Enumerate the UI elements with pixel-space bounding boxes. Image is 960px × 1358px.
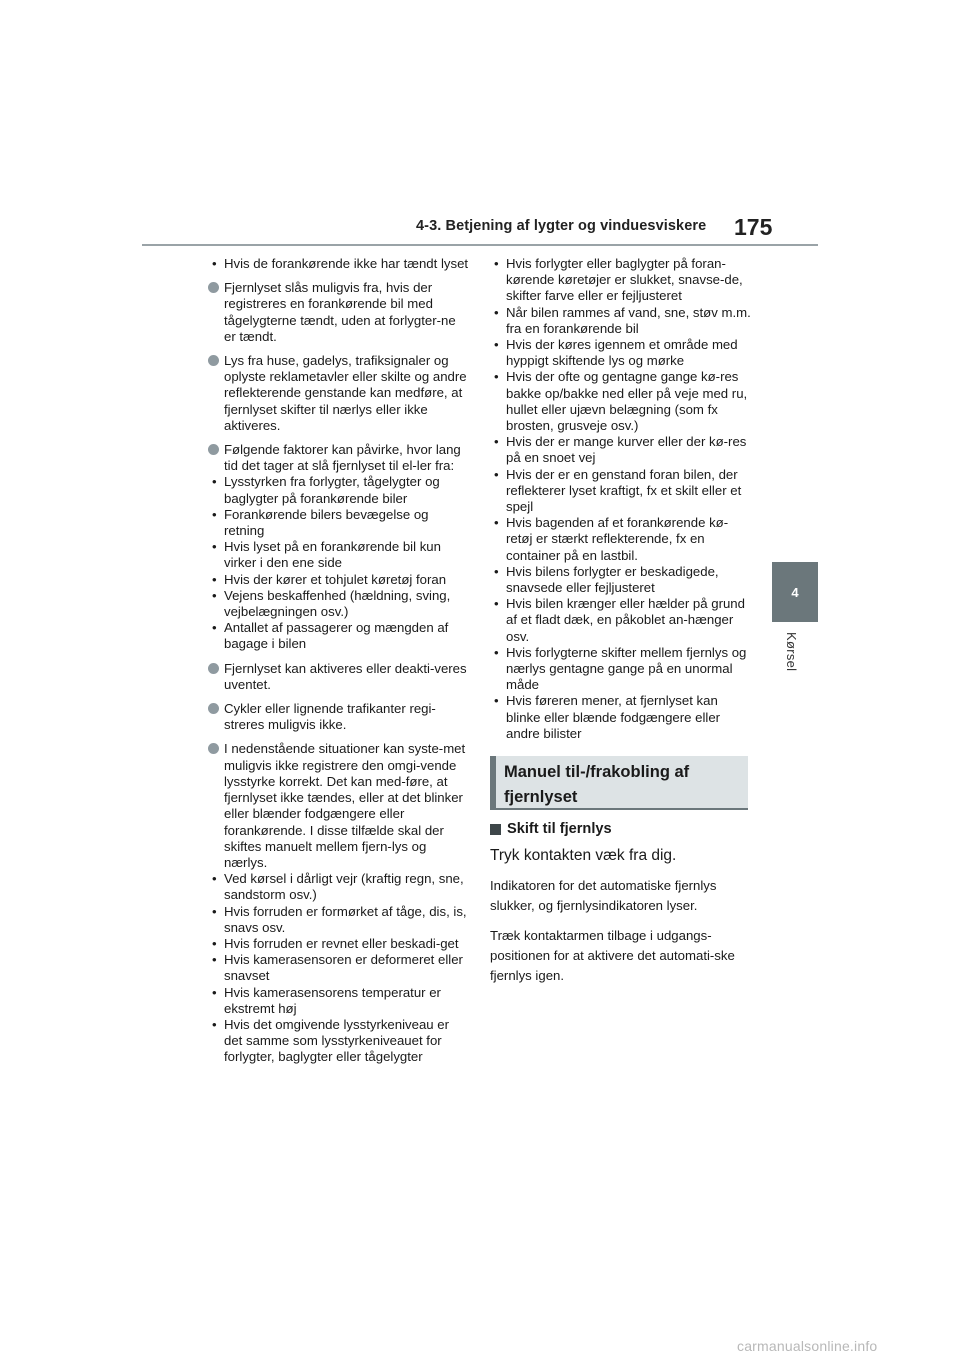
header-divider — [142, 244, 818, 246]
chapter-label: Kørsel — [784, 632, 799, 672]
list-item: • Hvis de forankørende ikke har tændt lyset — [208, 256, 470, 272]
list-item: • Hvis lyset på en forankørende bil kun virker i den ene side — [208, 539, 470, 571]
list-item: • Hvis forlygter eller baglygter på foran-kørende køretøjer er slukket, snavse-de, skifter farve eller er fejljusteret — [490, 256, 752, 305]
list-item: • Lysstyrken fra forlygter, tågelygter og baglygter på forankørende biler — [208, 474, 470, 506]
page-number: 175 — [734, 214, 773, 240]
list-item: • Hvis der køres igennem et område med hyppigt skiftende lys og mørke — [490, 337, 752, 369]
paragraph-text: Fjernlyset slås muligvis fra, hvis der registreres en forankørende bil med tågelygterne tændt, uden at forlygter-ne er tændt. — [224, 280, 456, 344]
list-item: • Hvis bagenden af et forankørende kø-retøj er stærkt reflekterende, fx en container på en lastbil. — [490, 515, 752, 564]
list-item: • Hvis der er en genstand foran bilen, der reflekterer lyset kraftigt, fx et skilt eller et spejl — [490, 467, 752, 516]
chapter-tab — [772, 562, 818, 622]
section-header-title: 4-3. Betjening af lygter og vinduesviskere — [416, 218, 707, 234]
subheading — [490, 820, 752, 838]
list-item: • Forankørende bilers bevægelse og retning — [208, 507, 470, 539]
list-item: • Ved kørsel i dårligt vejr (kraftig regn, sne, sandstorm osv.) — [208, 871, 470, 903]
bullet-paragraph — [208, 442, 470, 653]
section-heading-line2: fjernlyset — [504, 788, 578, 807]
left-column — [208, 256, 470, 1074]
paragraph-text: Cykler eller lignende trafikanter regi-streres muligvis ikke. — [224, 701, 436, 733]
paragraph-text: Lys fra huse, gadelys, trafiksignaler og oplyste reklametavler eller skilte og andre reflekterende genstande kan medføre, at fjernlyset skifter til nærlys eller ikke aktiveres. — [224, 353, 467, 433]
instruction-text: Tryk kontakten væk fra dig. — [490, 847, 677, 865]
list-item: • Hvis der er mange kurver eller der kø-res på en snoet vej — [490, 434, 752, 466]
list-item: • Hvis føreren mener, at fjernlyset kan blinke eller blænde fodgængere eller andre bilister — [490, 693, 752, 742]
circle-bullet-icon — [208, 355, 219, 366]
paragraph-text: I nedenstående situationer kan syste-met muligvis ikke registrere den omgi-vende lysstyrke korrekt. Det kan med-føre, at fjernlyset ikke tændes, eller at det blinker eller blænder fodgængere eller forankørende. I disse tilfælde skal der skiftes manuelt mellem fjern-lys og nærlys. — [224, 741, 466, 870]
list-item: • Hvis kamerasensoren er deformeret eller snavset — [208, 952, 470, 984]
bullet-paragraph — [208, 701, 470, 733]
list-item: • Hvis der kører et tohjulet køretøj foran — [208, 572, 470, 588]
circle-bullet-icon — [208, 703, 219, 714]
circle-bullet-icon — [208, 282, 219, 293]
chapter-number: 4 — [791, 584, 799, 600]
circle-bullet-icon — [208, 444, 219, 455]
body-text-1: Indikatoren for det automatiske fjernlys slukker, og fjernlysindikatoren lyser. — [490, 878, 717, 914]
square-bullet-icon — [490, 824, 501, 835]
circle-bullet-icon — [208, 743, 219, 754]
list-item: • Hvis bilens forlygter er beskadigede, snavsede eller fejljusteret — [490, 564, 752, 596]
paragraph-text: Følgende faktorer kan påvirke, hvor lang tid det tager at slå fjernlyset til el-ler fra: — [224, 442, 461, 474]
watermark: carmanualsonline.info — [737, 1338, 878, 1354]
list-item: • Når bilen rammes af vand, sne, støv m.m. fra en forankørende bil — [490, 305, 752, 337]
paragraph-text: Fjernlyset kan aktiveres eller deakti-veres uventet. — [224, 660, 467, 692]
list-item: • Hvis kamerasensorens temperatur er ekstremt høj — [208, 985, 470, 1017]
right-column — [490, 256, 752, 986]
section-heading-box — [490, 756, 748, 810]
list-item: • Antallet af passagerer og mængden af bagage i bilen — [208, 620, 470, 652]
list-item: • Hvis forlygterne skifter mellem fjernlys og nærlys gentagne gange på en unormal måde — [490, 645, 752, 694]
list-item: • Hvis bilen krænger eller hælder på grund af et fladt dæk, en påkoblet an-hænger osv. — [490, 596, 752, 645]
circle-bullet-icon — [208, 663, 219, 674]
subheading-text: Skift til fjernlys — [507, 821, 612, 838]
list-item: • Hvis forruden er formørket af tåge, dis, is, snavs osv. — [208, 904, 470, 936]
bullet-paragraph — [208, 353, 470, 434]
section-heading-line1: Manuel til-/frakobling af — [504, 763, 690, 782]
right-column-list — [490, 256, 752, 742]
list-item: • Hvis det omgivende lysstyrkeniveau er det samme som lysstyrkeniveauet for forlygter, baglygter eller tågelygter — [208, 1017, 470, 1066]
bullet-paragraph — [208, 661, 470, 693]
list-item: • Hvis forruden er revnet eller beskadi-get — [208, 936, 470, 952]
bullet-paragraph — [208, 280, 470, 345]
body-text-2: Træk kontaktarmen tilbage i udgangs-positionen for at aktivere det automati-ske fjernlys igen. — [490, 928, 735, 984]
list-item: • Vejens beskaffenhed (hældning, sving, vejbelægningen osv.) — [208, 588, 470, 620]
bullet-paragraph — [208, 741, 470, 1065]
list-item: • Hvis der ofte og gentagne gange kø-res bakke op/bakke ned eller på veje med ru, hullet eller ujævn belægning (som fx brosten, grusveje osv.) — [490, 369, 752, 434]
